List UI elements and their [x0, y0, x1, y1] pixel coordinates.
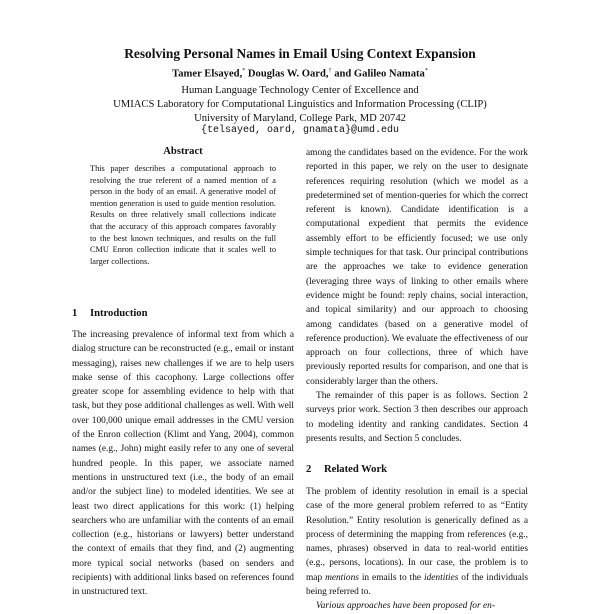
section-title: Related Work: [324, 464, 388, 475]
text-run: in emails to the: [358, 572, 424, 583]
author-name: Tamer Elsayed,: [172, 68, 243, 80]
body-paragraph: Various approaches have been proposed for en-: [316, 601, 495, 612]
author-mark: †: [328, 68, 332, 74]
section-heading-introduction: [72, 308, 148, 319]
author-email: {telsayed, oard, gnamata}@umd.edu: [200, 125, 400, 136]
body-paragraph: The remainder of this paper is as follows. Section 2 surveys prior work. Section 3 then describes our approach to modeling identity and ranking candidates. Section 4 presents results, and Section 5 concludes.: [306, 391, 528, 444]
author-name: Douglas W. Oard,: [247, 68, 329, 80]
left-column: [72, 146, 294, 598]
italic-term: identities: [423, 572, 459, 583]
italic-term: mentions: [325, 572, 359, 583]
section-number: 1: [72, 308, 78, 319]
introduction-paragraph: The increasing prevalence of informal text from which a dialog structure can be reconstructed (e.g., email or instant messaging), raises new challenges if we are to help users make sense of this cacophony. Large collections offer greater scope for assembling evidence to help with that task, but they pose additional challenges as well. With well over 100,000 unique email addresses in the CMU version of the Enron collection (Klimt and Yang, 2004), common names (e.g., John) might easily refer to any one of several hundred people. In this paper, we associate named mentions in unstructured text (i.e., the body of an email and/or the subject line) to modeled identities. We see at least two direct applications for this work: (1) helping searchers who are unfamiliar with the contents of an email collection (e.g., historians or lawyers) better understand the context of emails that they find, and (2) augmenting more typical social networks (based on senders and recipients) with additional links based on references found in unstructured text.: [72, 330, 294, 598]
body-paragraph: among the candidates based on the evidence. For the work reported in this paper, we rely on the user to designate references requiring resolution (which we model as a predetermined set of mention-queries for which the correct referent is known). Candidate identification is a computational expedient that permits the evidence assembly effort to be efficiently focused; we use only simple techniques for that task. Our principal contributions are the approaches we take to evidence generation (leveraging three ways of linking to other emails where evidence might be found: reply chains, social interaction, and topical similarity) and our approach to choosing among candidates (based on a generative model of reference production). We evaluate the effectiveness of our approach on four collections, three of which have previously reported results for comparison, and one that is considerably larger than the others.: [306, 148, 528, 387]
author-name: and Galileo Namata: [334, 68, 425, 80]
text-run: The problem of identity resolution in email is a special case of the more general problem referred to as “Entity Resolution.” Entity resolution is generically defined as a process of determining the mapping from references (e.g., names, phrases) observed in data to real-world entities (e.g., persons, locations). In our case, the problem is to map: [306, 487, 528, 583]
related-work-paragraph: [306, 485, 528, 614]
paper-title: Resolving Personal Names in Email Using Context Expansion: [124, 46, 476, 61]
section-heading-related-work: [306, 464, 387, 475]
author-mark: *: [242, 68, 246, 74]
affiliation-line: Human Language Technology Center of Excellence and: [181, 85, 419, 96]
abstract-text: This paper describes a computational approach to resolving the true referent of a named mention of a person in the body of an email. A generative model of mention generation is used to guide mention resolution. Results on three relatively small collections indicate that the accuracy of this approach compares favorably to the best known techniques, and results on the full CMU Enron collection indicate that it scales well to larger collections.: [90, 164, 276, 266]
right-column: [306, 146, 528, 612]
affiliation-line: UMIACS Laboratory for Computational Linguistics and Information Processing (CLIP): [113, 99, 487, 110]
abstract-heading: Abstract: [163, 146, 203, 157]
text-run: of the individuals being referred to.: [306, 572, 528, 598]
affiliation-line: University of Maryland, College Park, MD 20742: [194, 113, 406, 124]
section-title: Introduction: [90, 308, 148, 319]
author-mark: *: [424, 68, 428, 74]
section-number: 2: [306, 464, 312, 475]
author-line: [0, 68, 600, 80]
